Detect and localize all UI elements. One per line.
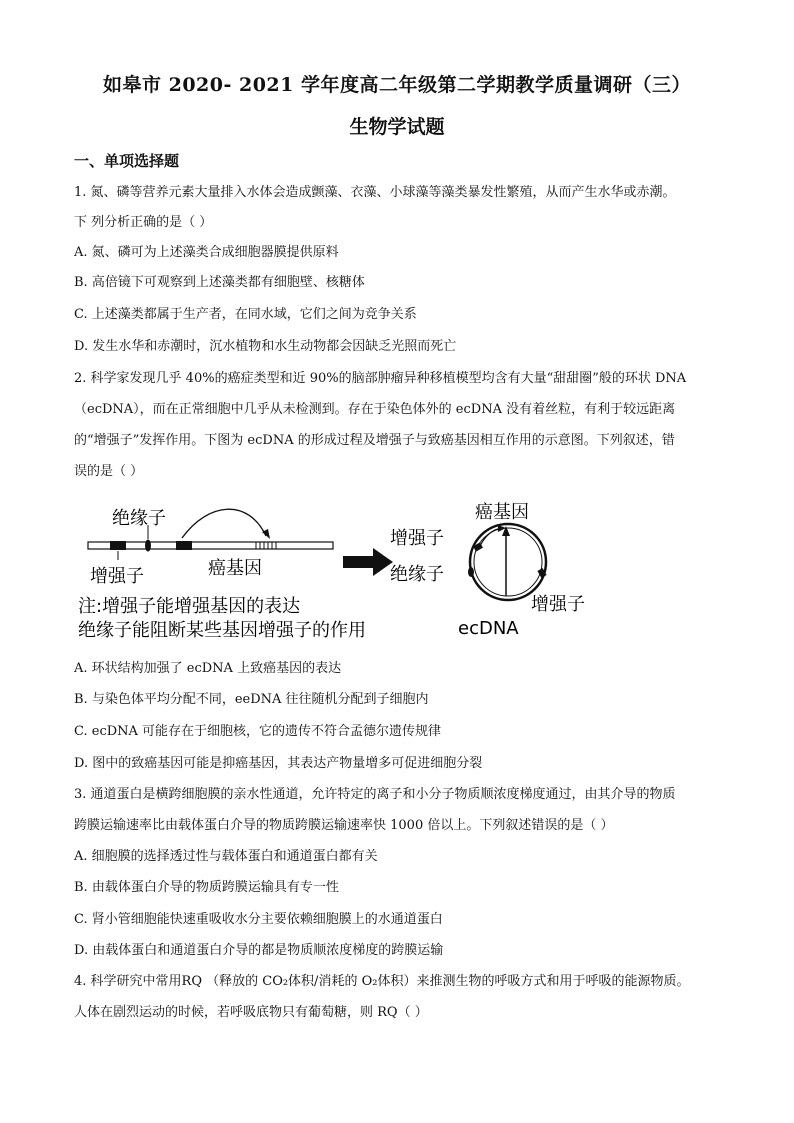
q1-stem-line2: 下 列分析正确的是（ ） (74, 215, 213, 230)
section-heading: 一、单项选择题 (74, 152, 180, 170)
figure-note-line2: 绝缘子能阻断某些基因增强子的作用 (78, 620, 366, 641)
q4-stem-line2: 人体在剧烈运动的时候，若呼吸底物只有葡萄糖，则 RQ（ ） (74, 1005, 428, 1020)
transform-arrow (343, 548, 393, 576)
q3-option-b: B. 由载体蛋白介导的物质跨膜运输具有专一性 (74, 880, 339, 895)
q3-stem-line2: 跨膜运输速率比由载体蛋白介导的物质跨膜运输速率快 1000 倍以上。下列叙述错误的是（ ） (74, 818, 614, 833)
q3-stem-line1: 3. 通道蛋白是横跨细胞膜的亲水性通道，允许特定的离子和小分子物质顺浓度梯度通过，由其介导的物质 (74, 787, 676, 802)
q1-option-d: D. 发生水华和赤潮时，沉水植物和水生动物都会因缺乏光照而死亡 (74, 339, 457, 354)
label-enhancer-ring: 增强子 (390, 528, 444, 549)
q2-option-d: D. 图中的致癌基因可能是抑癌基因，其表达产物量增多可促进细胞分裂 (74, 756, 483, 771)
q2-option-a: A. 环状结构加强了 ecDNA 上致癌基因的表达 (74, 661, 342, 676)
curved-arrow (182, 509, 266, 538)
q3-option-a: A. 细胞膜的选择透过性与载体蛋白和通道蛋白都有关 (74, 849, 378, 864)
q1-option-c: C. 上述藻类都属于生产者，在同水域，它们之间为竞争关系 (74, 307, 417, 322)
label-enhancer-ring-2: 增强子 (531, 594, 585, 615)
q3-option-c: C. 肾小管细胞能快速重吸收水分主要依赖细胞膜上的水通道蛋白 (74, 912, 443, 927)
q2-stem-line1: 2. 科学家发现几乎 40%的癌症类型和近 90%的脑部肿瘤异种移植模型均含有大量“甜甜圈”般的环状 DNA (74, 371, 687, 386)
label-oncogene-ring: 癌基因 (475, 502, 529, 523)
q1-stem-line1: 1. 氮、磷等营养元素大量排入水体会造成颤藻、衣藻、小球藻等藻类暴发性繁殖，从而产生水华或赤潮。 (74, 185, 676, 200)
exam-subtitle: 生物学试题 (349, 116, 445, 138)
insulator-mark-linear (145, 540, 151, 552)
exam-title: 如皋市 2020- 2021 学年度高二年级第二学期教学质量调研（三） (103, 74, 691, 96)
figure-note-line1: 注:增强子能增强基因的表达 (78, 596, 301, 617)
q2-stem-line3: 的“增强子”发挥作用。下图为 ecDNA 的形成过程及增强子与致癌基因相互作用的示意图。下列叙述，错 (74, 433, 675, 448)
label-enhancer-linear: 增强子 (90, 566, 144, 587)
q2-stem-line2: （ecDNA），而在正常细胞中几乎从未检测到。存在于染色体外的 ecDNA 没有着丝粒，有利于较远距离 (74, 402, 676, 417)
label-ecdna: ecDNA (458, 618, 519, 639)
q2-option-c: C. ecDNA 可能存在于细胞核，它的遗传不符合孟德尔遗传规律 (74, 724, 442, 739)
q1-option-b: B. 高倍镜下可观察到上述藻类都有细胞壁、核糖体 (74, 275, 365, 290)
q1-option-a: A. 氮、磷可为上述藻类合成细胞器膜提供原料 (74, 245, 339, 260)
enhancer-block-linear-2 (176, 541, 192, 550)
q3-option-d: D. 由载体蛋白和通道蛋白介导的都是物质顺浓度梯度的跨膜运输 (74, 943, 444, 958)
enhancer-block-linear (110, 541, 126, 550)
q4-stem-line1: 4. 科学研究中常用RQ （释放的 CO₂体积/消耗的 O₂体积）来推测生物的呼吸方式和用于呼吸的能源物质。 (74, 974, 690, 989)
insulator-mark-ring (468, 567, 474, 577)
label-insulator-ring: 绝缘子 (390, 564, 444, 585)
q2-option-b: B. 与染色体平均分配不同，eeDNA 往往随机分配到子细胞内 (74, 692, 429, 707)
label-insulator-linear: 绝缘子 (112, 508, 166, 529)
label-oncogene-linear: 癌基因 (208, 558, 262, 579)
ecdna-diagram (78, 492, 598, 652)
q2-stem-line4: 误的是（ ） (74, 464, 144, 479)
